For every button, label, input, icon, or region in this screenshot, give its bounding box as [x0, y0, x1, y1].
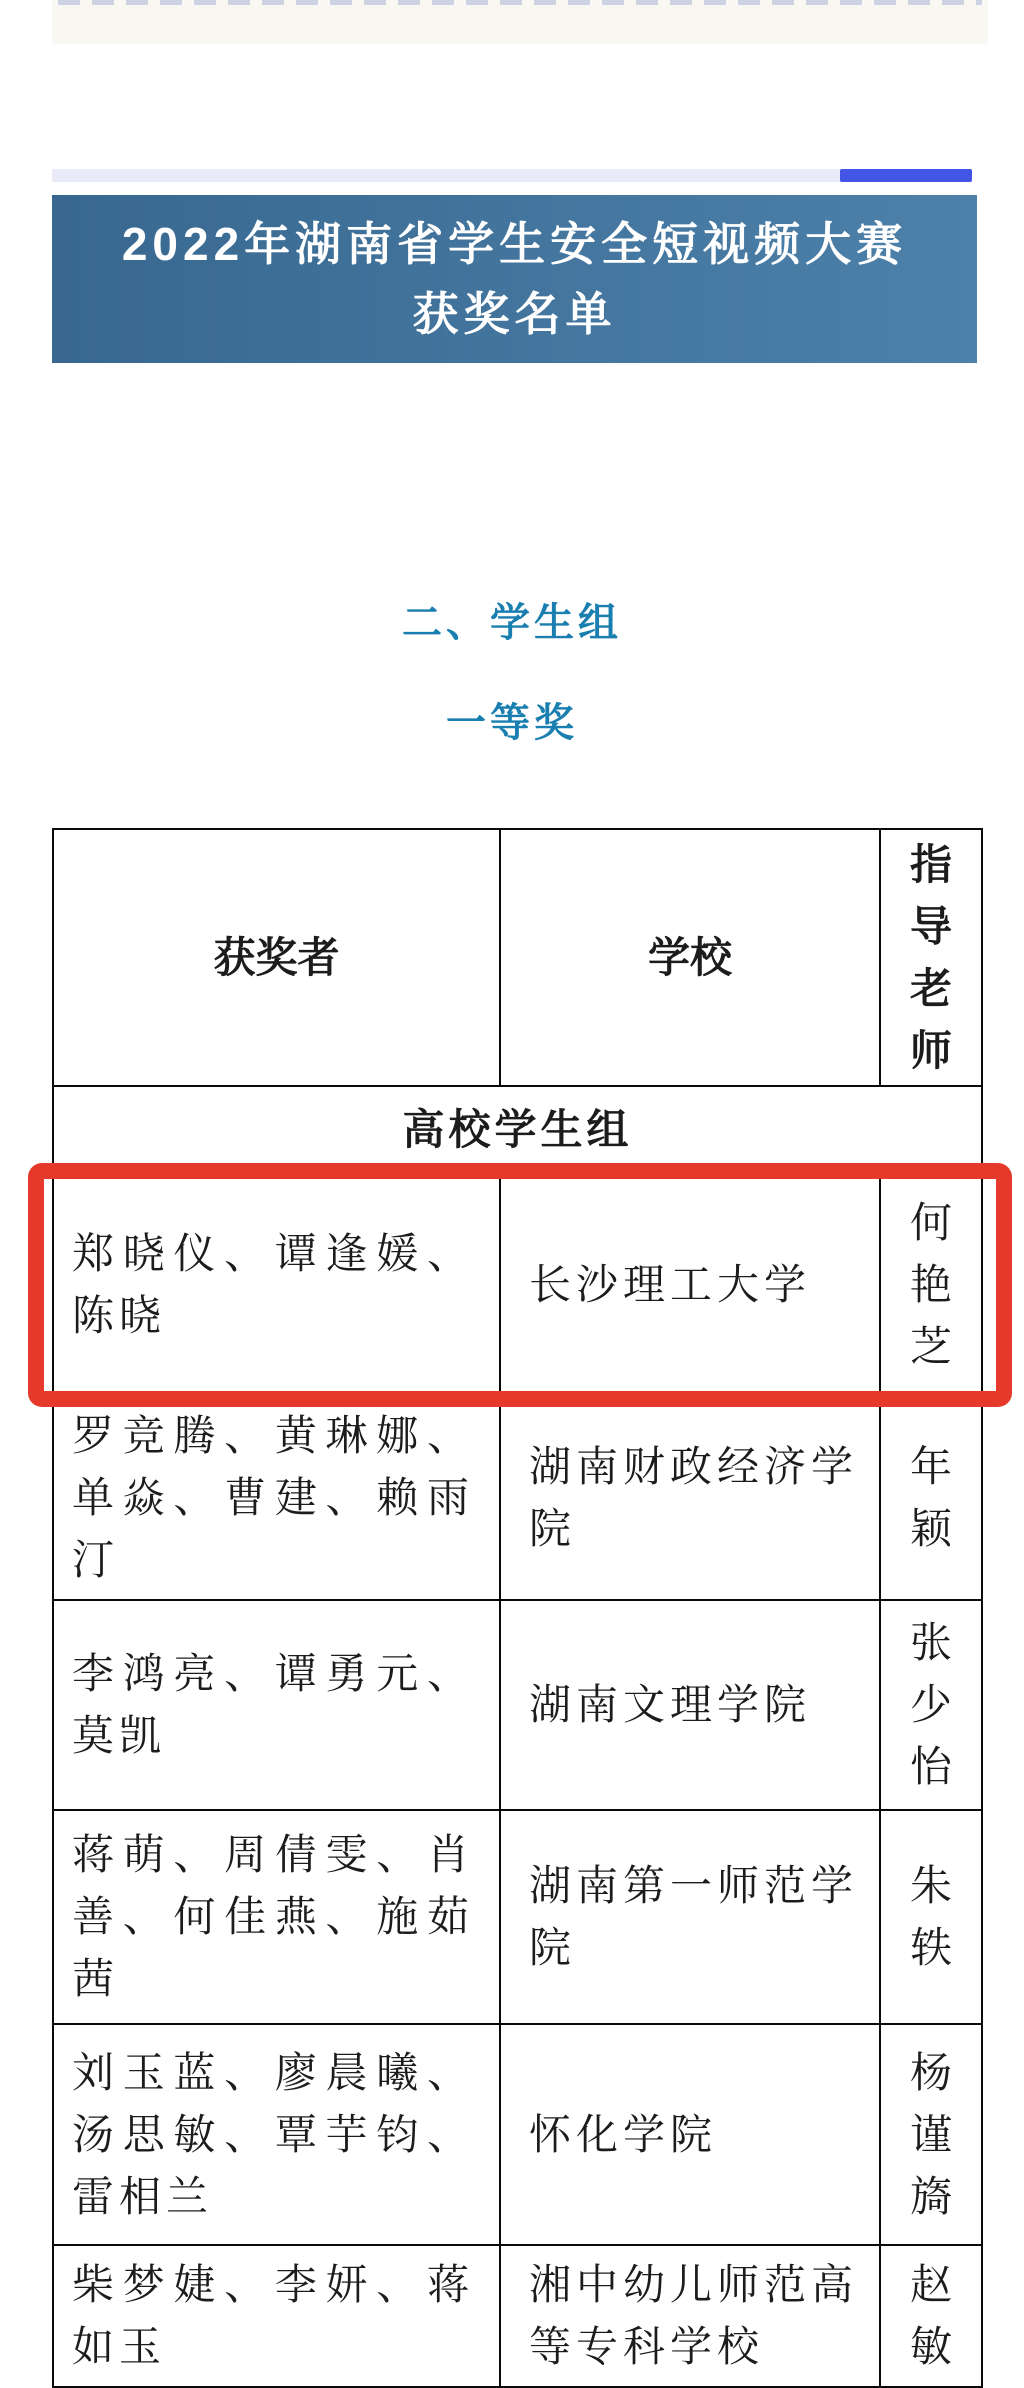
winners-cell: 李鸿亮、谭勇元、莫凯 [53, 1600, 500, 1810]
school-cell: 湘中幼儿师范高等专科学校 [500, 2245, 880, 2387]
table-row [53, 1810, 982, 2024]
section-heading: 二、学生组 [402, 601, 622, 645]
banner [52, 195, 977, 363]
banner-title-line2: 获奖名单 [412, 288, 617, 340]
advisor-cell: 朱轶 [880, 1810, 982, 2024]
group-header-row [53, 1086, 982, 1173]
column-header-winners: 获奖者 [53, 829, 500, 1086]
award-heading: 一等奖 [446, 701, 578, 745]
awards-table [52, 828, 983, 2388]
awards-table-wrap [0, 828, 1024, 2388]
winners-cell: 蒋萌、周倩雯、肖善、何佳燕、施茹茜 [53, 1810, 500, 2024]
table-row [53, 1600, 982, 1810]
group-header-cell: 高校学生组 [53, 1086, 982, 1173]
school-cell: 湖南财政经济学院 [500, 1396, 880, 1600]
column-header-school: 学校 [500, 829, 880, 1086]
winners-cell: 刘玉蓝、廖晨曦、汤思敏、覃芋钧、雷相兰 [53, 2024, 500, 2245]
banner-title-line1: 2022年湖南省学生安全短视频大赛 [121, 218, 908, 270]
read-progress-bar [52, 169, 972, 182]
advisor-cell: 杨谨旖 [880, 2024, 982, 2245]
column-header-advisor: 指导老师 [880, 829, 982, 1086]
school-cell: 长沙理工大学 [500, 1173, 880, 1396]
awards-table-body [53, 1086, 982, 2387]
winners-cell: 柴梦婕、李妍、蒋如玉 [53, 2245, 500, 2387]
advisor-cell: 赵敏 [880, 2245, 982, 2387]
school-cell: 湖南文理学院 [500, 1600, 880, 1810]
read-progress-fill [840, 169, 972, 182]
page-top-strip [52, 0, 988, 44]
table-header-row [53, 829, 982, 1086]
advisor-cell: 年颖 [880, 1396, 982, 1600]
winners-cell: 罗竞腾、黄琳娜、单焱、曹建、赖雨汀 [53, 1396, 500, 1600]
table-row [53, 1396, 982, 1600]
advisor-cell: 张少怡 [880, 1600, 982, 1810]
dashed-divider [58, 0, 982, 5]
table-row [53, 2024, 982, 2245]
table-row [53, 1173, 982, 1396]
school-cell: 湖南第一师范学院 [500, 1810, 880, 2024]
school-cell: 怀化学院 [500, 2024, 880, 2245]
winners-cell: 郑晓仪、谭逢媛、陈晓 [53, 1173, 500, 1396]
advisor-cell: 何艳芝 [880, 1173, 982, 1396]
table-row [53, 2245, 982, 2387]
